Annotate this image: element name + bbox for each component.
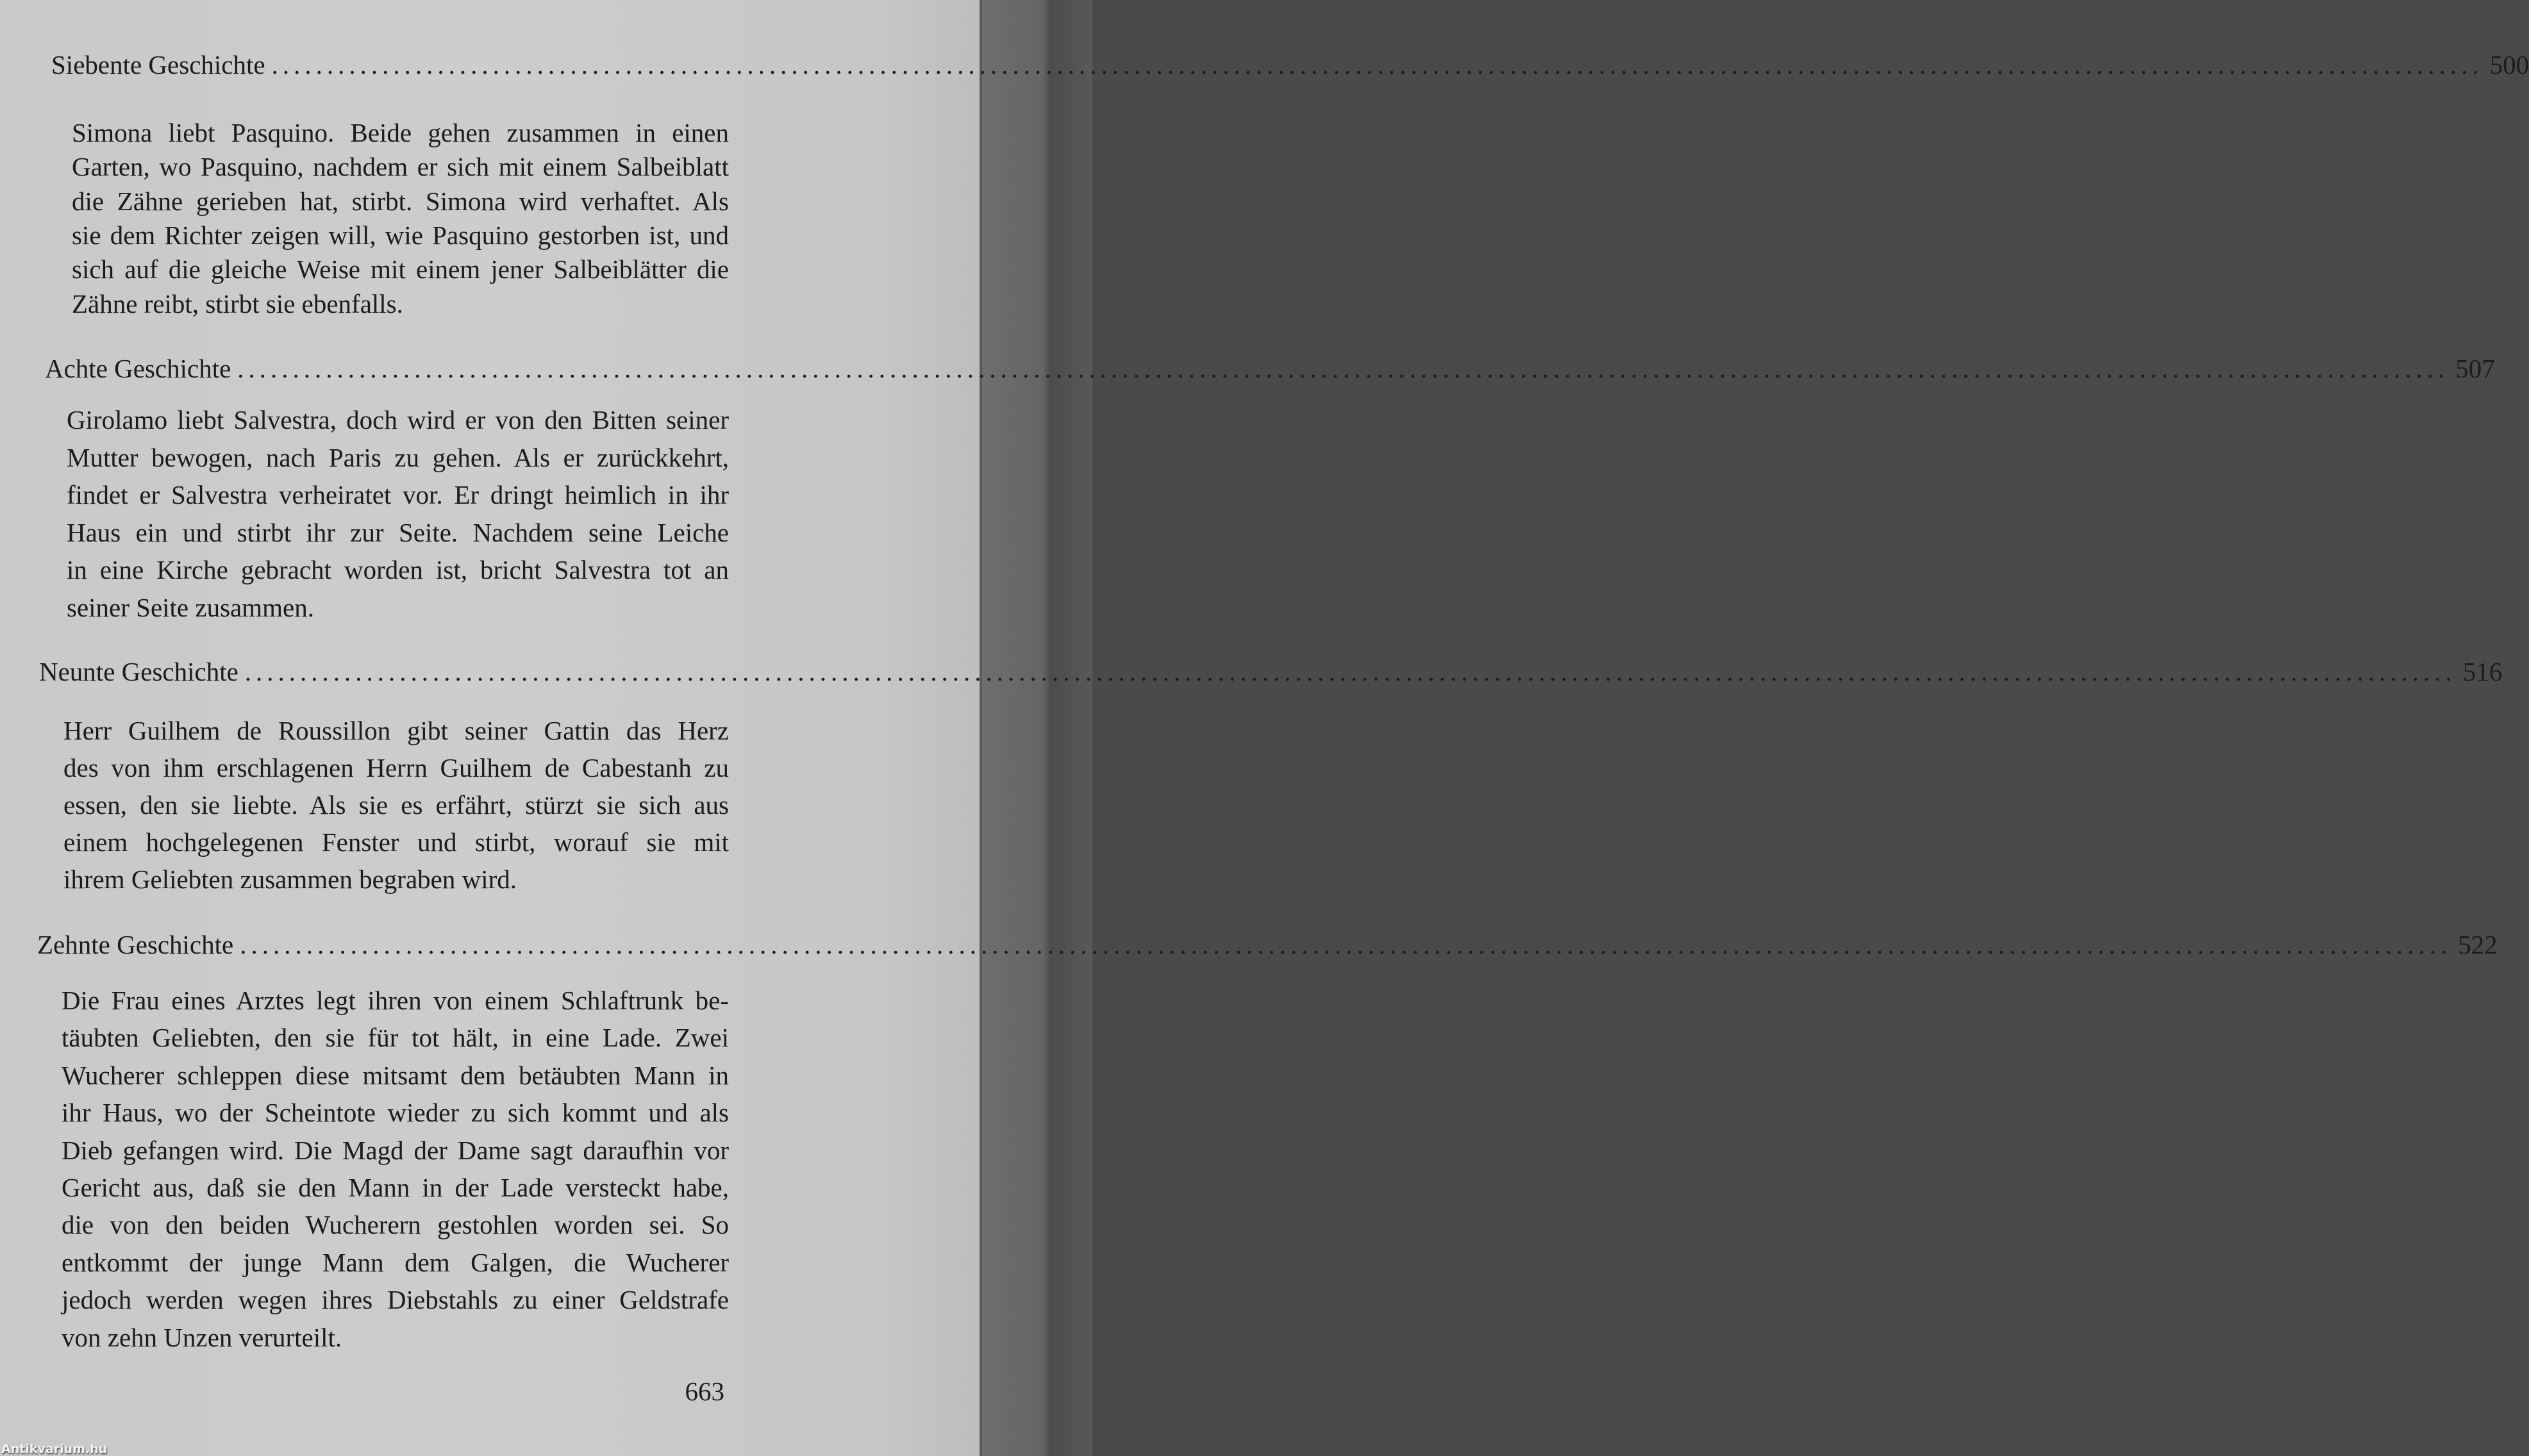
summary-line: Dieb gefangen wird. Die Magd der Dame sagt daraufhin vor xyxy=(62,1135,729,1165)
summary-line: einem hochgelegenen Fenster und stirbt, worauf sie mit xyxy=(63,827,729,857)
dot-leader: ........................................................................................................................................................................................................ xyxy=(240,930,2452,959)
toc-entry-heading xyxy=(45,351,2495,386)
summary-line: sie dem Richter zeigen will, wie Pasquino gestorben ist, und xyxy=(72,220,729,250)
summary-line: Girolamo liebt Salvestra, doch wird er von den Bitten seiner xyxy=(67,405,729,434)
dot-leader: ........................................................................................................................................................................................................ xyxy=(244,657,2457,686)
summary-line: jedoch werden wegen ihres Diebstahls zu einer Geldstrafe xyxy=(62,1285,729,1315)
dot-leader: ........................................................................................................................................................................................................ xyxy=(237,354,2450,383)
summary-line: die von den beiden Wucherern gestohlen worden sei. So xyxy=(62,1210,729,1240)
summary-line: entkommt der junge Mann dem Galgen, die Wucherer xyxy=(62,1247,729,1277)
toc-entry-heading xyxy=(39,654,2503,689)
summary-line: des von ihm erschlagenen Herrn Guilhem de Cabestanh zu xyxy=(63,753,729,782)
toc-entry-heading xyxy=(51,47,2529,82)
summary-line: täubten Geliebten, den sie für tot hält, in eine Lade. Zwei xyxy=(62,1023,729,1053)
summary-line: ihr Haus, wo der Scheintote wieder zu sich kommt und als xyxy=(62,1098,729,1128)
summary-line: Gericht aus, daß sie den Mann in der Lade versteckt habe, xyxy=(62,1173,729,1202)
summary-line: sich auf die gleiche Weise mit einem jener Salbeiblätter die xyxy=(72,254,729,285)
summary-line: seiner Seite zusammen. xyxy=(67,592,314,622)
entry-title: Achte Geschichte xyxy=(45,354,231,383)
summary-line: die Zähne gerieben hat, stirbt. Simona wird verhaftet. Als xyxy=(72,186,729,216)
book-spine xyxy=(982,0,1092,1456)
summary-line: Garten, wo Pasquino, nachdem er sich mit einem Salbeiblatt xyxy=(72,152,729,182)
entry-title: Neunte Geschichte xyxy=(39,657,238,686)
summary-line: in eine Kirche gebracht worden ist, bricht Salvestra tot an xyxy=(67,555,729,584)
page-number: 663 xyxy=(685,1377,724,1406)
summary-line: Zähne reibt, stirbt sie ebenfalls. xyxy=(72,288,403,318)
toc-entry-heading xyxy=(37,927,2498,962)
dot-leader: ........................................................................................................................................................................................................ xyxy=(271,50,2483,79)
watermark: Antikvarium.hu xyxy=(1,1442,108,1456)
summary-line: ihrem Geliebten zusammen begraben wird. xyxy=(63,864,517,894)
summary-line: Wucherer schleppen diese mitsamt dem betäubten Mann in xyxy=(62,1060,729,1090)
entry-page-number: 507 xyxy=(2455,354,2495,383)
entry-title: Zehnte Geschichte xyxy=(37,930,234,959)
summary-line: Simona liebt Pasquino. Beide gehen zusammen in einen xyxy=(72,118,729,147)
summary-line: Haus ein und stirbt ihr zur Seite. Nachdem seine Leiche xyxy=(67,517,729,547)
summary-line: Die Frau eines Arztes legt ihren von einem Schlaftrunk be- xyxy=(62,986,729,1015)
entry-page-number: 500 xyxy=(2489,50,2529,79)
summary-line: Herr Guilhem de Roussillon gibt seiner Gattin das Herz xyxy=(63,716,729,745)
summary-line: von zehn Unzen verurteilt. xyxy=(62,1322,342,1352)
summary-line: Mutter bewogen, nach Paris zu gehen. Als er zurückkehrt, xyxy=(67,442,729,472)
summary-line: findet er Salvestra verheiratet vor. Er dringt heimlich in ihr xyxy=(67,480,729,509)
entry-title: Siebente Geschichte xyxy=(51,50,265,79)
summary-line: essen, den sie liebte. Als sie es erfährt, stürzt sie sich aus xyxy=(63,790,729,820)
entry-page-number: 522 xyxy=(2458,930,2498,959)
entry-page-number: 516 xyxy=(2462,657,2503,686)
